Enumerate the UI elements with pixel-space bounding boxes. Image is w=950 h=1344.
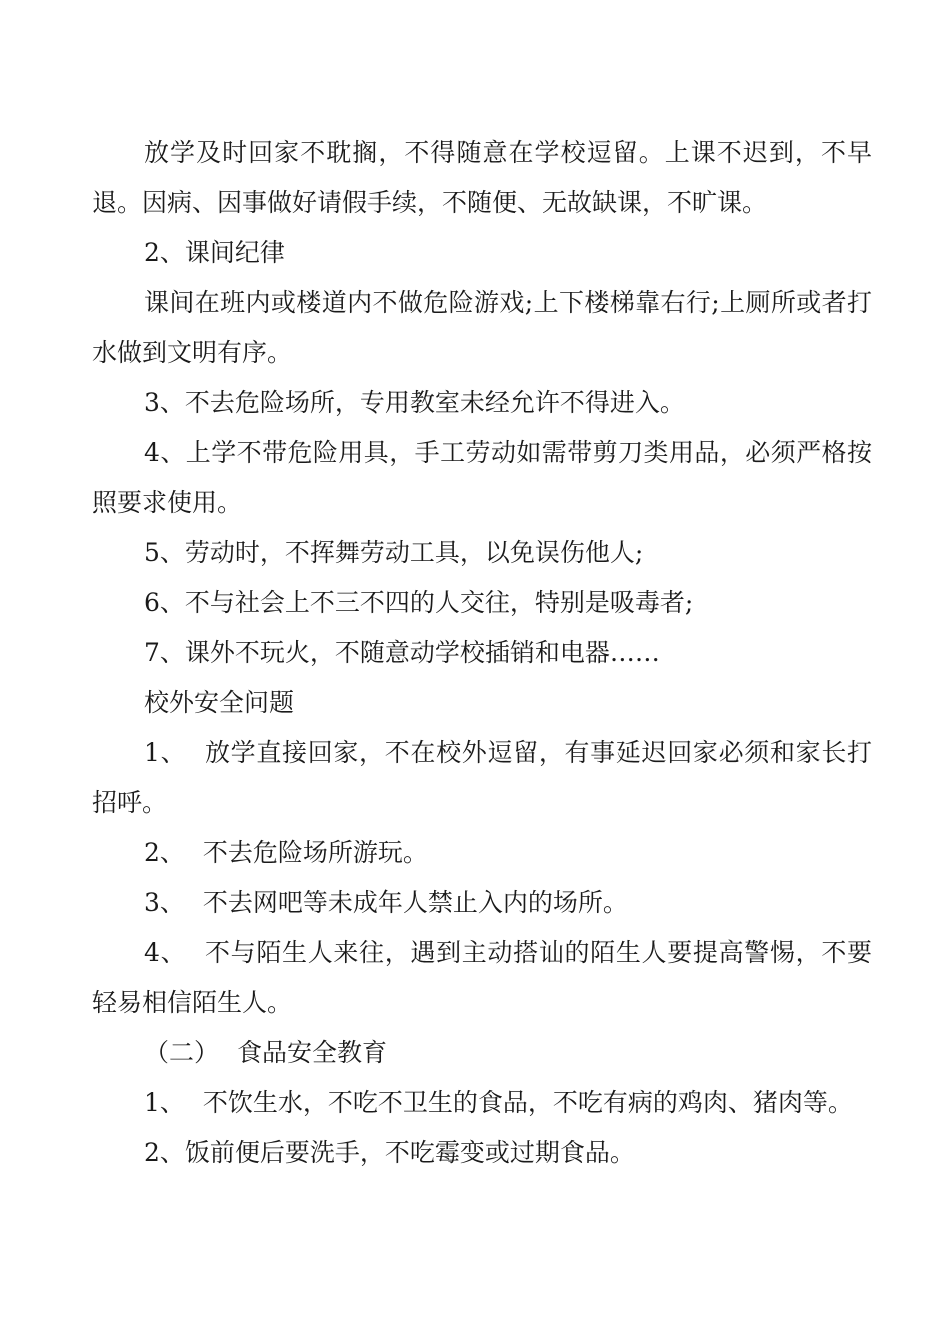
- paragraph-school-attendance: [92, 128, 872, 228]
- list-item-text: 4、上学不带危险用具，手工劳动如需带剪刀类用品，必须严格按照要求使用。: [92, 438, 872, 517]
- list-item-3: [92, 378, 872, 428]
- list-item-text: 放学直接回家，不在校外逗留，有事延迟回家必须和家长打招呼。: [92, 738, 872, 817]
- offcampus-item-3: [92, 878, 872, 928]
- heading-recess-discipline: [92, 228, 872, 278]
- list-item-text: 6、不与社会上不三不四的人交往，特别是吸毒者;: [144, 588, 694, 617]
- section-number: （二）: [144, 1038, 220, 1067]
- paragraph-text: 课间在班内或楼道内不做危险游戏;上下楼梯靠右行;上厕所或者打水做到文明有序。: [92, 288, 872, 367]
- heading-text: 2、课间纪律: [144, 238, 285, 267]
- list-item-text: 不饮生水，不吃不卫生的食品，不吃有病的鸡肉、猪肉等。: [202, 1088, 853, 1117]
- offcampus-item-1: [92, 728, 872, 828]
- heading-text: 食品安全教育: [237, 1038, 388, 1067]
- food-item-1: [92, 1078, 872, 1128]
- list-item-text: 3、不去危险场所，专用教室未经允许不得进入。: [144, 388, 685, 417]
- offcampus-item-2: [92, 828, 872, 878]
- list-number: 3、: [144, 888, 185, 917]
- list-item-text: 5、劳动时，不挥舞劳动工具，以免误伤他人;: [144, 538, 644, 567]
- paragraph-text: 放学及时回家不耽搁，不得随意在学校逗留。上课不迟到，不早退。因病、因事做好请假手续，不随便、无故缺课，不旷课。: [92, 138, 872, 217]
- heading-text: 校外安全问题: [144, 688, 295, 717]
- list-item-6: [92, 578, 872, 628]
- section-heading-offcampus-safety: [92, 678, 872, 728]
- list-item-text: 不与陌生人来往，遇到主动搭讪的陌生人要提高警惕，不要轻易相信陌生人。: [92, 938, 872, 1017]
- list-item-5: [92, 528, 872, 578]
- list-item-text: 7、课外不玩火，不随意动学校插销和电器……: [144, 638, 660, 667]
- document-body: [92, 128, 872, 1178]
- list-number: 1、: [144, 738, 187, 767]
- offcampus-item-4: [92, 928, 872, 1028]
- list-item-4: [92, 428, 872, 528]
- food-item-2: [92, 1128, 872, 1178]
- list-number: 4、: [144, 938, 187, 967]
- list-item-text: 不去危险场所游玩。: [202, 838, 428, 867]
- list-item-7: [92, 628, 872, 678]
- list-item-text: 不去网吧等未成年人禁止入内的场所。: [202, 888, 628, 917]
- list-number: 2、: [144, 838, 185, 867]
- section-heading-food-safety: [92, 1028, 872, 1078]
- paragraph-recess-rules: [92, 278, 872, 378]
- list-number: 1、: [144, 1088, 185, 1117]
- list-item-text: 2、饭前便后要洗手，不吃霉变或过期食品。: [144, 1138, 635, 1167]
